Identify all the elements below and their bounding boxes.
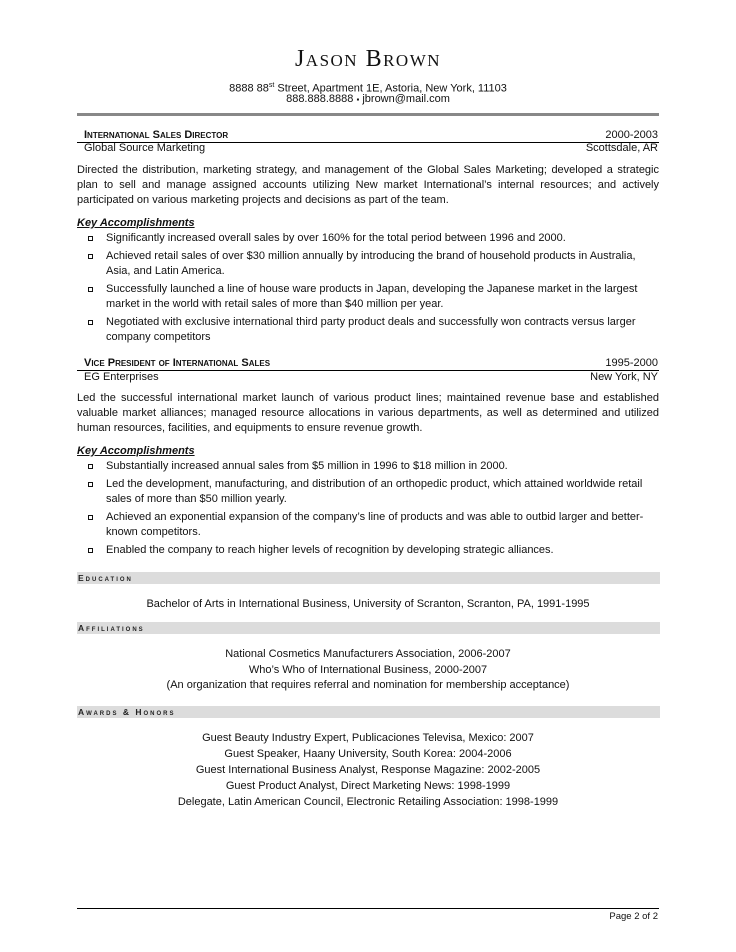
list-item [77, 315, 659, 345]
list-item [77, 510, 659, 540]
accomplishment-list [77, 231, 659, 348]
list-item [77, 543, 659, 558]
square-bullet-icon [88, 464, 93, 469]
job-heading [84, 129, 658, 143]
square-bullet-icon [88, 320, 93, 325]
square-bullet-icon [88, 236, 93, 241]
resume-name: Jason Brown [294, 46, 442, 72]
square-bullet-icon [88, 515, 93, 520]
affiliations-section-header [77, 622, 660, 634]
list-item [77, 231, 659, 246]
accomplishment-text: Negotiated with exclusive international third party product deals and successfully won contracts versus larger company competitors [106, 316, 636, 343]
address-street: Street, Apartment 1E, Astoria, New York, 11103 [274, 82, 507, 95]
accomplishment-text: Substantially increased annual sales from $5 million in 1996 to $18 million in 2000. [106, 460, 508, 472]
contact-line [0, 92, 736, 107]
education-entry: Bachelor of Arts in International Business, University of Scranton, Scranton, PA, 1991-1995 [146, 598, 590, 610]
header-divider [77, 113, 659, 116]
company-location: New York, NY [590, 371, 658, 383]
section-title: Affiliations [78, 623, 145, 633]
square-bullet-icon [88, 548, 93, 553]
phone-number: 888.888.8888 [286, 93, 354, 105]
award-entry: Delegate, Latin American Council, Electronic Retailing Association: 1998-1999 [177, 796, 559, 808]
key-accomplishments-heading: Key Accomplishments [77, 217, 195, 229]
job-dates: 2000-2003 [605, 129, 658, 141]
award-entry: Guest Beauty Industry Expert, Publicaciones Televisa, Mexico: 2007 [202, 732, 534, 744]
awards-section-header [77, 706, 660, 718]
job-description: Directed the distribution, marketing strategy, and management of the Global Sales Marketing; developed a strategic plan to sell and manage assigned accounts utilizing New market International’s internal resources; and actively participated on various marketing projects and decisions as part of the team. [77, 164, 659, 206]
company-location: Scottsdale, AR [585, 142, 658, 154]
address-ordinal: st [268, 82, 275, 89]
accomplishment-text: Led the development, manufacturing, and distribution of an orthopedic product, which attained worldwide retail sales of more than $50 million yearly. [106, 478, 643, 505]
company-name: Global Source Marketing [84, 142, 206, 154]
affiliation-entry: National Cosmetics Manufacturers Association, 2006-2007 [225, 648, 511, 660]
list-item [77, 477, 659, 507]
award-entry: Guest Product Analyst, Direct Marketing News: 1998-1999 [225, 780, 511, 792]
accomplishment-text: Significantly increased overall sales by over 160% for the total period between 1996 and 2000. [106, 232, 566, 244]
contact-separator: ▪ [356, 95, 360, 104]
square-bullet-icon [88, 482, 93, 487]
accomplishment-text: Successfully launched a line of house ware products in Japan, developing the Japanese market in the largest market in the world with retail sales of more than $40 million per year. [106, 283, 638, 310]
accomplishment-text: Achieved retail sales of over $30 million annually by introducing the brand of household products in Australia, Asia, and Latin America. [106, 250, 636, 277]
job-title: Vice President of International Sales [84, 357, 271, 369]
company-name: EG Enterprises [84, 371, 159, 383]
job-title: International Sales Director [84, 129, 229, 141]
square-bullet-icon [88, 287, 93, 292]
square-bullet-icon [88, 254, 93, 259]
section-title: Education [78, 573, 133, 583]
section-title: Awards & Honors [78, 707, 176, 717]
email-address: jbrown@mail.com [362, 93, 450, 105]
accomplishment-text: Enabled the company to reach higher levels of recognition by developing strategic alliances. [106, 544, 554, 556]
job-company-row [84, 371, 658, 385]
accomplishment-list [77, 459, 659, 561]
award-entry: Guest Speaker, Haany University, South Korea: 2004-2006 [224, 748, 512, 760]
list-item [77, 249, 659, 279]
job-heading [84, 357, 658, 371]
list-item [77, 282, 659, 312]
job-description: Led the successful international market launch of various product lines; maintained revenue base and established valuable market alliances; managed resource allocations in various departments, as well as determined and utilized human resources, facilities, and equipments to ensure revenue growth. [77, 392, 659, 434]
address-number: 8888 88 [229, 82, 269, 95]
job-company-row [84, 142, 658, 156]
page-number: Page 2 of 2 [609, 911, 658, 922]
list-item [77, 459, 659, 474]
key-accomplishments-heading: Key Accomplishments [77, 445, 195, 457]
affiliation-note: (An organization that requires referral and nomination for membership acceptance) [166, 679, 570, 691]
job-dates: 1995-2000 [605, 357, 658, 369]
affiliation-entry: Who’s Who of International Business, 2000-2007 [248, 664, 488, 676]
award-entry: Guest International Business Analyst, Response Magazine: 2002-2005 [195, 764, 541, 776]
accomplishment-text: Achieved an exponential expansion of the company’s line of products and was able to outbid larger and better-known competitors. [106, 511, 644, 538]
footer-divider [77, 908, 659, 909]
education-section-header [77, 572, 660, 584]
